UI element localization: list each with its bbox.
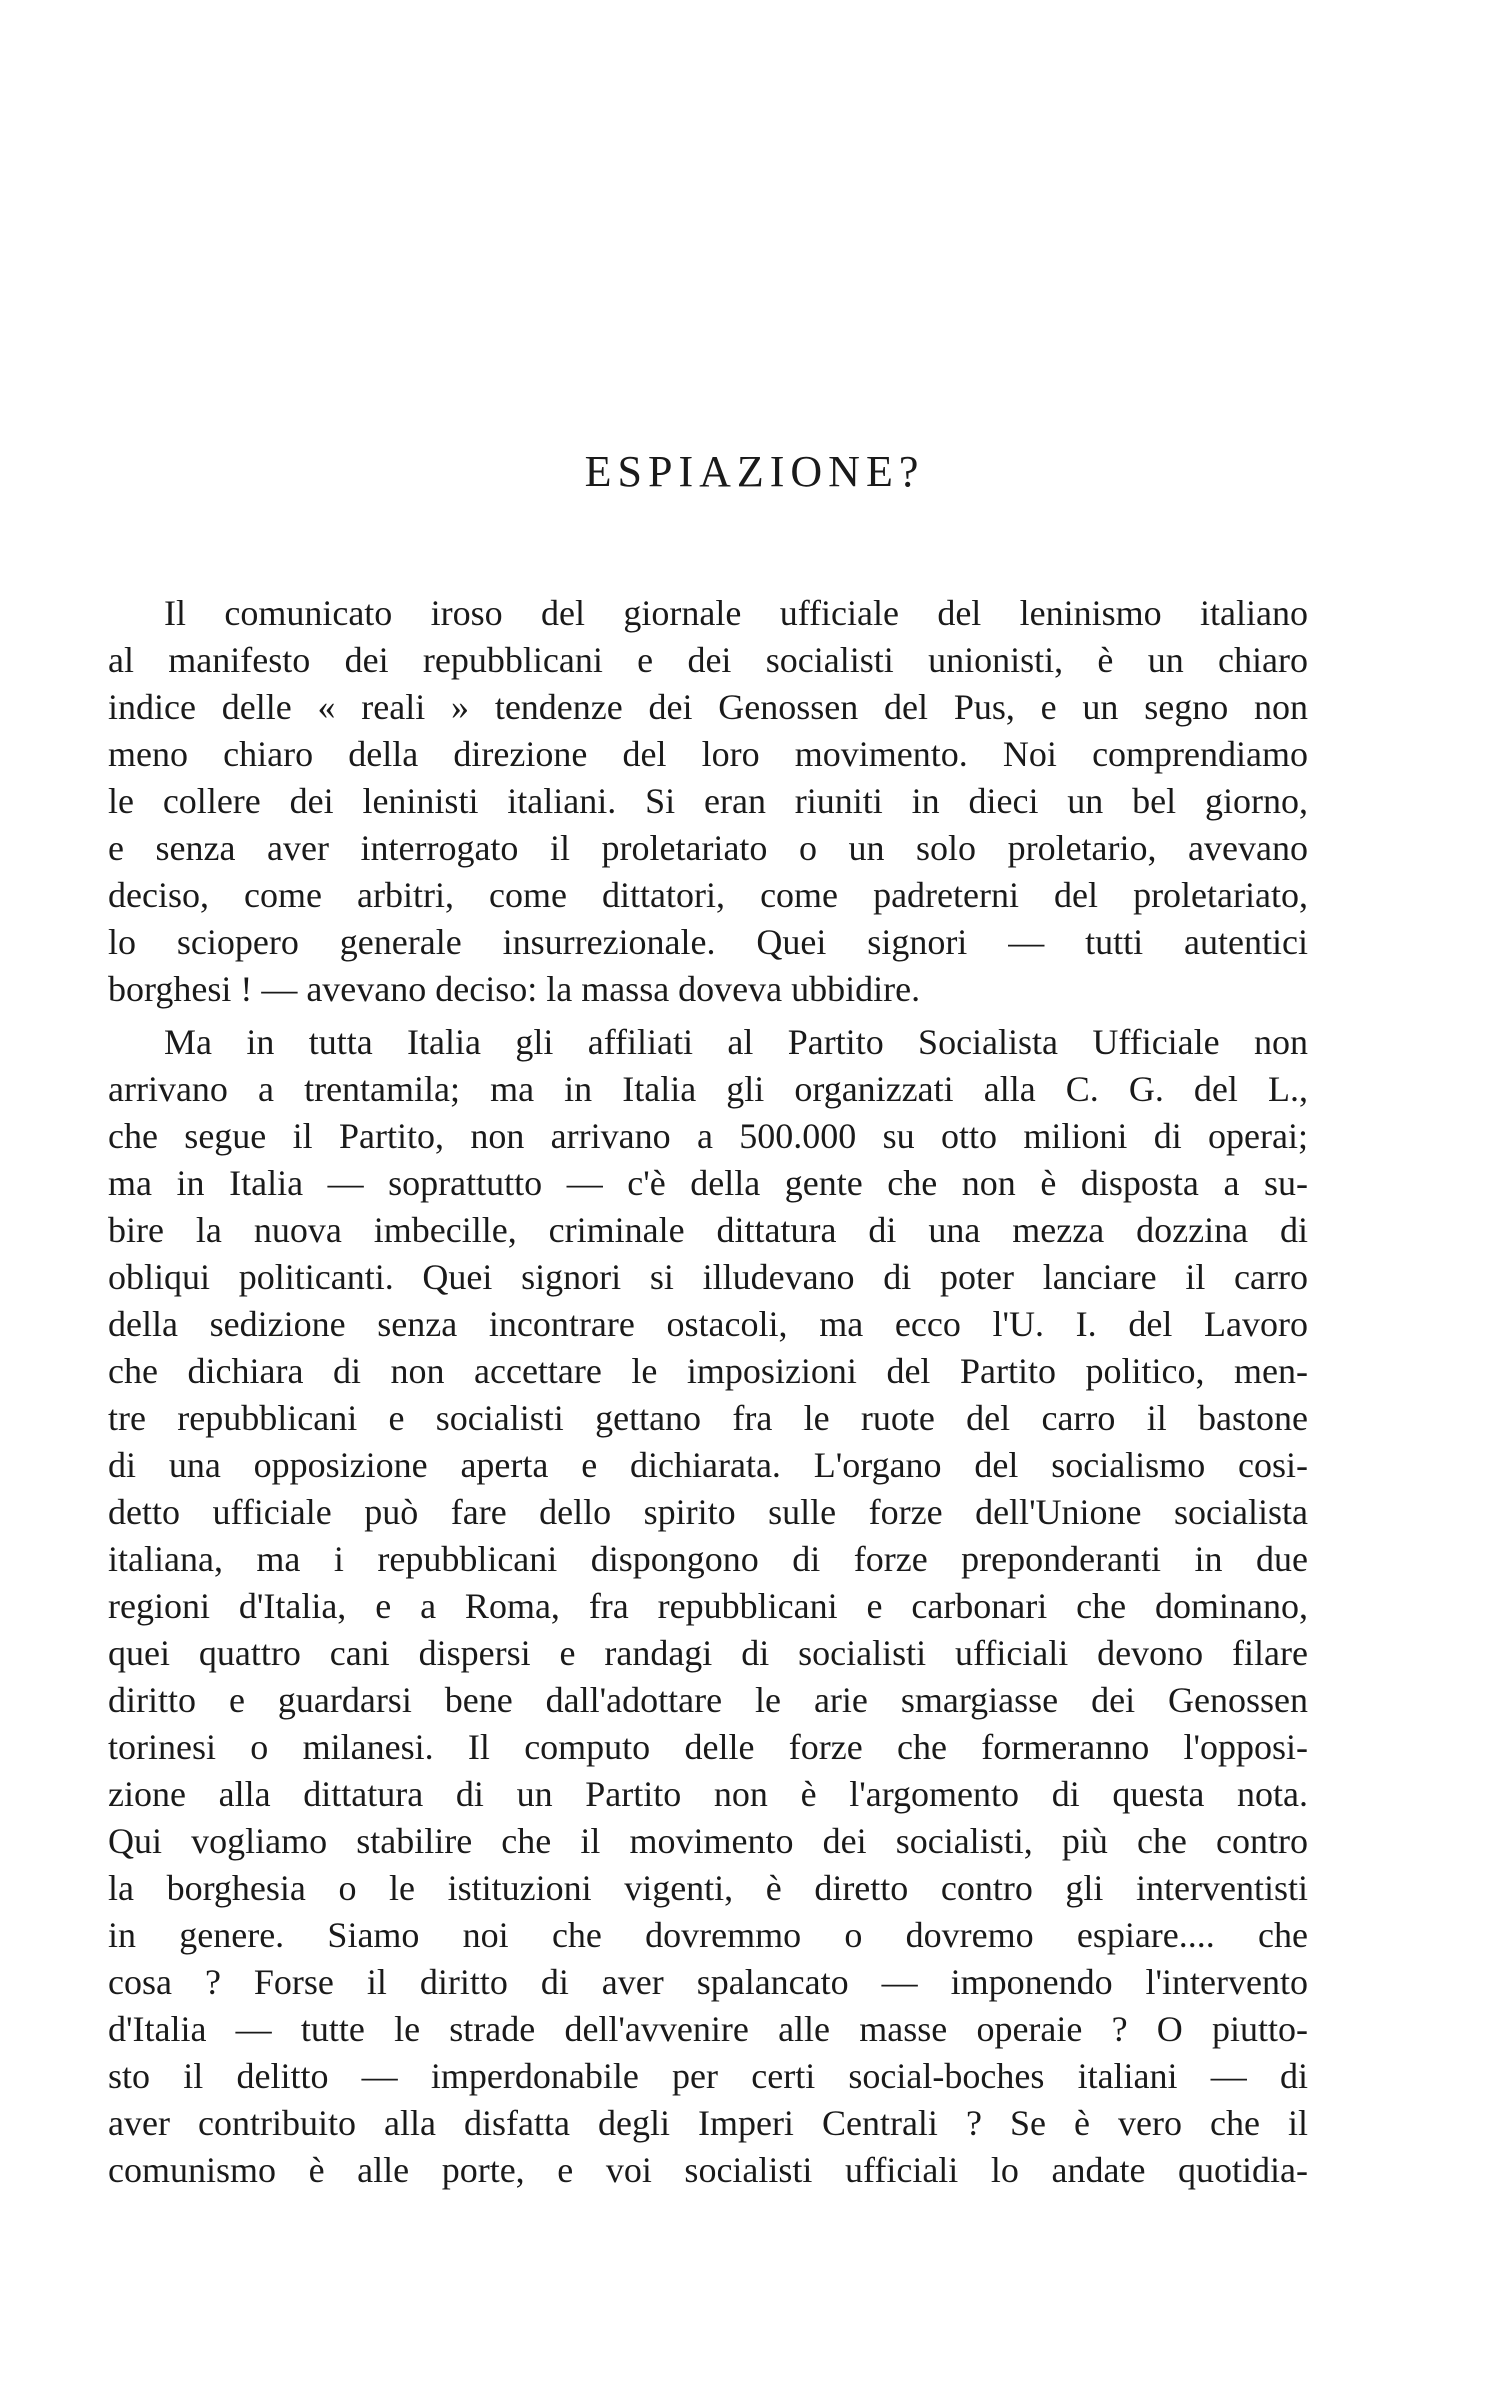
text-line: ma in Italia — soprattutto — c'è della gente che non è disposta a su- <box>108 1163 1308 1203</box>
text-line: diritto e guardarsi bene dall'adottare le arie smargiasse dei Genossen <box>108 1680 1308 1720</box>
text-line: tre repubblicani e socialisti gettano fra le ruote del carro il bastone <box>108 1398 1308 1438</box>
text-line: di una opposizione aperta e dichiarata. L'organo del socialismo cosi- <box>108 1445 1308 1485</box>
text-line: che segue il Partito, non arrivano a 500.000 su otto milioni di operai; <box>108 1116 1308 1156</box>
text-line: sto il delitto — imperdonabile per certi social-boches italiani — di <box>108 2056 1308 2096</box>
text-line: Il comunicato iroso del giornale ufficiale del leninismo italiano <box>164 593 1308 633</box>
body-text <box>108 590 1308 2194</box>
text-line: arrivano a trentamila; ma in Italia gli organizzati alla C. G. del L., <box>108 1069 1308 1109</box>
text-line: della sedizione senza incontrare ostacoli, ma ecco l'U. I. del Lavoro <box>108 1304 1308 1344</box>
text-line: d'Italia — tutte le strade dell'avvenire alle masse operaie ? O piutto- <box>108 2009 1308 2049</box>
text-line: indice delle « reali » tendenze dei Genossen del Pus, e un segno non <box>108 687 1308 727</box>
text-line: borghesi ! — avevano deciso: la massa doveva ubbidire. <box>108 969 921 1009</box>
text-line: lo sciopero generale insurrezionale. Quei signori — tutti autentici <box>108 922 1308 962</box>
text-line: la borghesia o le istituzioni vigenti, è diretto contro gli interventisti <box>108 1868 1308 1908</box>
text-line: bire la nuova imbecille, criminale dittatura di una mezza dozzina di <box>108 1210 1308 1250</box>
text-line: aver contribuito alla disfatta degli Imperi Centrali ? Se è vero che il <box>108 2103 1308 2143</box>
text-line: cosa ? Forse il diritto di aver spalancato — imponendo l'intervento <box>108 1962 1308 2002</box>
text-line: in genere. Siamo noi che dovremmo o dovremo espiare.... che <box>108 1915 1308 1955</box>
text-line: torinesi o milanesi. Il computo delle forze che formeranno l'opposi- <box>108 1727 1308 1767</box>
text-line: e senza aver interrogato il proletariato o un solo proletario, avevano <box>108 828 1308 868</box>
text-line: deciso, come arbitri, come dittatori, come padreterni del proletariato, <box>108 875 1308 915</box>
text-line: regioni d'Italia, e a Roma, fra repubblicani e carbonari che dominano, <box>108 1586 1308 1626</box>
text-line: Ma in tutta Italia gli affiliati al Partito Socialista Ufficiale non <box>164 1022 1308 1062</box>
text-line: quei quattro cani dispersi e randagi di socialisti ufficiali devono filare <box>108 1633 1308 1673</box>
text-line: zione alla dittatura di un Partito non è l'argomento di questa nota. <box>108 1774 1308 1814</box>
text-line: al manifesto dei repubblicani e dei socialisti unionisti, è un chiaro <box>108 640 1308 680</box>
text-line: le collere dei leninisti italiani. Si eran riuniti in dieci un bel giorno, <box>108 781 1308 821</box>
chapter-title: ESPIAZIONE? <box>584 447 925 496</box>
text-line: comunismo è alle porte, e voi socialisti ufficiali lo andate quotidia- <box>108 2150 1308 2190</box>
text-line: che dichiara di non accettare le imposizioni del Partito politico, men- <box>108 1351 1308 1391</box>
text-line: italiana, ma i repubblicani dispongono di forze preponderanti in due <box>108 1539 1308 1579</box>
text-line: obliqui politicanti. Quei signori si illudevano di poter lanciare il carro <box>108 1257 1308 1297</box>
text-line: Qui vogliamo stabilire che il movimento dei socialisti, più che contro <box>108 1821 1308 1861</box>
text-line: meno chiaro della direzione del loro movimento. Noi comprendiamo <box>108 734 1308 774</box>
text-line: detto ufficiale può fare dello spirito sulle forze dell'Unione socialista <box>108 1492 1308 1532</box>
